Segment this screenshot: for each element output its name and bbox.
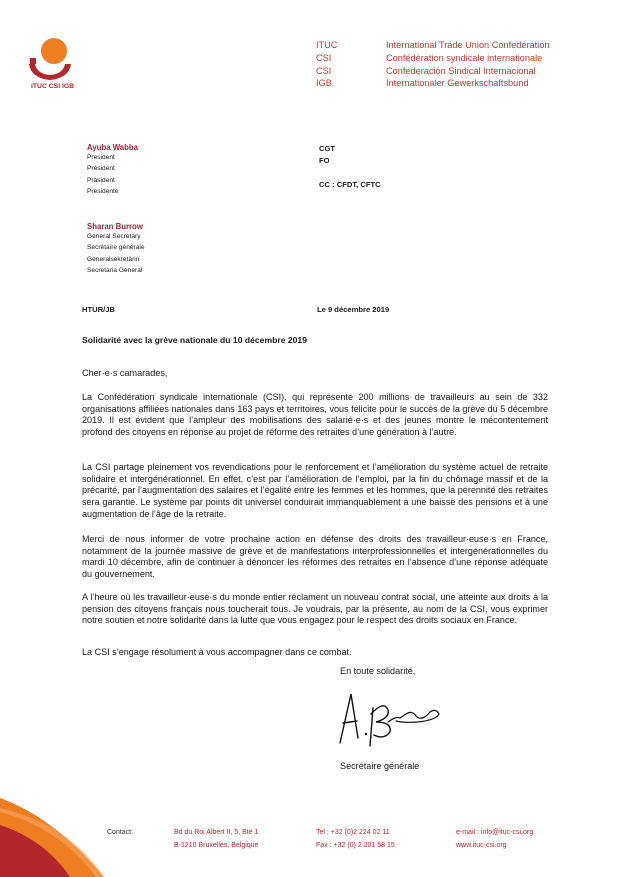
secretary-title-de: Generalsekretärin	[87, 255, 140, 263]
secretary-title-en: General Secretary	[87, 233, 141, 240]
footer-email-link[interactable]: e-mail : info@ituc-csi.org	[456, 829, 534, 836]
signature-title: Secrétaire générale	[340, 761, 420, 771]
org-abbr: CSI	[316, 66, 332, 76]
president-title-de: Präsident	[87, 176, 115, 184]
org-full-name: International Trade Union Confederation	[386, 40, 550, 50]
logo-text: ITUC CSI IGB	[31, 83, 75, 90]
letter-subject: Solidarité avec la grève nationale du 10 décembre 2019	[82, 335, 307, 345]
footer-website-link[interactable]: www.ituc-csi.org	[456, 842, 507, 849]
secretary-name: Sharan Burrow	[87, 222, 143, 231]
org-abbr: ITUC	[316, 40, 338, 50]
org-full-name: Internationaler Gewerkschaftsbund	[386, 78, 529, 88]
recipient-cgt: CGT	[319, 144, 336, 153]
decorative-swoosh-icon	[0, 770, 190, 877]
paragraph-4: A l’heure où les travailleur·euse·s du monde entier réclament un nouveau contrat social, une atteinte aux droits à la pension des citoyens français nous toucherait tous. Je voudrais, par la présente, au nom de la CSI, vous exprimer notre soutien et notre solidarité dans la lutte que vous engagez pour le respect des droits sociaux en France.	[82, 592, 548, 626]
footer-address-line2: B-1210 Bruxelles, Belgique	[174, 842, 259, 849]
closing: En toute solidarité,	[340, 666, 416, 676]
president-title-en: President	[87, 154, 115, 161]
president-name: Ayuba Wabba	[87, 143, 138, 152]
letter-date: Le 9 décembre 2019	[317, 305, 390, 314]
org-full-name: Confédération syndicale internationale	[386, 53, 543, 63]
president-title-es: Presidente	[87, 187, 119, 195]
org-row-csi-fr	[0, 52, 620, 64]
org-full-name: Confederación Sindical Internacional	[386, 66, 536, 76]
paragraph-1: La Confédération syndicale internationale (CSI), qui représente 200 millions de travailleurs au sein de 332 organisations affiliées nationales dans 163 pays et territoires, vous félicite pour le succès de la grève du 5 décembre 2019. Il est évident que l’ampleur des mobilisations des salarié·e·s et des jeunes montre le mécontentement profond des citoyens en réponse au projet de réforme des retraites d’une génération à l’autre.	[82, 392, 548, 438]
footer-address-line1: Bd du Roi Albert II, 5, Bte 1	[174, 829, 259, 836]
secretary-title-es: Secretaria General	[87, 266, 143, 274]
salutation: Cher·e·s camarades,	[82, 368, 168, 378]
cc-line: CC : CFDT, CFTC	[319, 180, 381, 189]
paragraph-3: Merci de nous informer de votre prochaine action en défense des droits des travailleur·euse·s en France, notamment de la journée massive de grève et de manifestations interprofessionnelles et intergénérationnelles du mardi 10 décembre, afin de continuer à dénoncer les réformes des retraites en l’absence d’une réponse adéquate du gouvernement.	[82, 534, 548, 580]
paragraph-2: La CSI partage pleinement vos revendications pour le renforcement et l’amélioration du système actuel de retraite solidaire et intergénérationnel. En effet, c’est par l’amélioration de l’emploi, par la fin du chômage massif et de la précarité, par l’augmentation des salaires et l’égalité entre les femmes et les hommes, que la pérennité des retraites sera garantie. Le système par points dit universel conduirait immanquablement à une baisse des pensions et à une augmentation de l’âge de la retraite.	[82, 462, 548, 519]
president-title-fr: Président	[87, 165, 115, 173]
reference: HTUR/JB	[82, 305, 115, 314]
footer-contact-label: Contact:	[107, 829, 134, 836]
org-row-ituc	[0, 39, 620, 51]
footer-tel: Tel : +32 (0)2 224 02 11	[316, 829, 390, 836]
org-abbr: IGB	[316, 78, 332, 88]
secretary-block	[87, 222, 145, 276]
footer-fax: Fax : +32 (0) 2 201 58 15	[316, 842, 395, 849]
org-abbr: CSI	[316, 53, 332, 63]
recipient-fo: FO	[319, 156, 330, 165]
signature-icon	[318, 688, 448, 750]
org-row-igb	[0, 77, 620, 89]
president-block	[87, 143, 138, 197]
secretary-title-fr: Secrétaire générale	[87, 244, 145, 252]
org-row-csi-es	[0, 65, 620, 77]
paragraph-5: La CSI s’engage résolument à vous accompagner dans ce combat.	[82, 647, 352, 657]
